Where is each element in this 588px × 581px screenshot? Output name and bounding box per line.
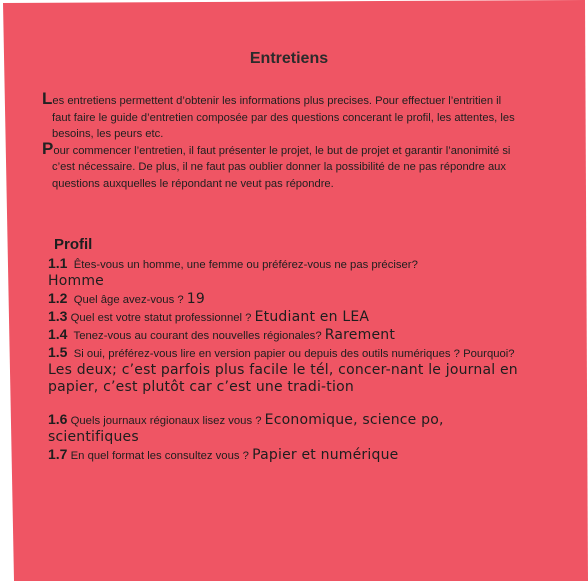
question-text: Quels journaux régionaux lisez vous ? (70, 415, 262, 427)
question-text: Quel est votre statut professionnel ? (70, 312, 252, 324)
answer-text: Economique, science po, scientifiques (48, 412, 444, 445)
question-number: 1.4 (48, 326, 68, 342)
answer-text: Homme (48, 273, 104, 289)
question-item (48, 344, 518, 396)
question-text: En quel format les consultez vous ? (70, 450, 249, 462)
drop-cap-1: L (42, 89, 53, 108)
intro-text-2: our commencer l’entretien, il faut présenter le projet, le but de projet et garantir l’anonimité si c’est nécessaire. De plus, il ne faut pas oublier donner la possibilité de ne pas répondre aux questions auxquelles le répondant ne veut pas répondre. (52, 144, 511, 190)
intro-text-1: es entretiens permettent d’obtenir les informations plus precises. Pour effectuer l’entritien il faut faire le guide d’entretien composée par des questions concerant le profil, les attentes, les besoins, les peurs etc. (52, 95, 515, 140)
question-number: 1.6 (48, 411, 68, 427)
answer-text: Papier et numérique (252, 447, 399, 463)
question-text: Êtes-vous un homme, une femme ou préférez-vous ne pas préciser? (73, 259, 418, 271)
question-number: 1.7 (48, 446, 68, 462)
question-item (48, 326, 518, 344)
intro-paragraph-2 (42, 138, 522, 193)
question-number: 1.2 (48, 290, 68, 306)
question-item (48, 290, 518, 308)
question-item (48, 255, 518, 290)
answer-text: Les deux; c’est parfois plus facile le tél, concer-nant le journal en papier, c’est plutôt car c’est une tradi-tion (48, 362, 518, 395)
question-text: Quel âge avez-vous ? (73, 294, 184, 306)
spacer (48, 396, 518, 411)
drop-cap-2: P (42, 138, 54, 158)
intro-section (42, 89, 522, 192)
question-item (48, 446, 518, 464)
profil-heading: Profil (54, 236, 93, 253)
answer-text: 19 (186, 291, 206, 307)
profil-section (48, 236, 518, 464)
question-item (48, 411, 518, 446)
question-number: 1.5 (48, 344, 68, 360)
question-text: Si oui, préférez-vous lire en version papier ou depuis des outils numériques ? Pourquoi? (73, 348, 515, 360)
question-item (48, 308, 518, 326)
question-number: 1.1 (48, 255, 68, 271)
answer-text: Etudiant en LEA (254, 309, 370, 325)
question-number: 1.3 (48, 308, 68, 324)
question-text: Tenez-vous au courant des nouvelles régionales? (73, 330, 322, 342)
intro-paragraph-1 (42, 89, 522, 143)
answer-text: Rarement (324, 327, 396, 343)
page-title: Entretiens (249, 50, 329, 67)
